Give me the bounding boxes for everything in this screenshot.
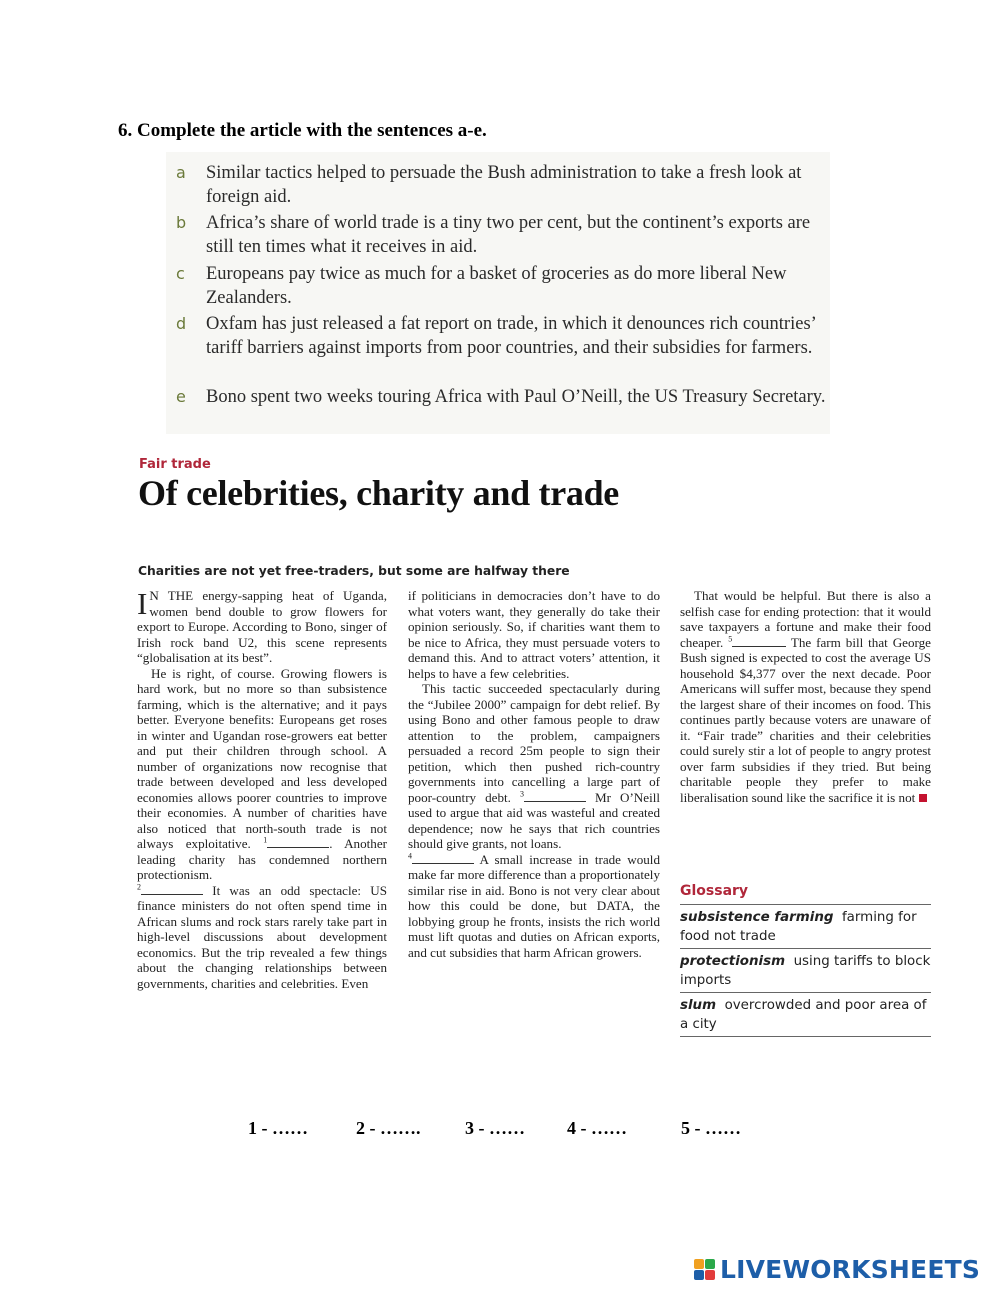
glossary-definition: overcrowded and poor area of a city [680,998,927,1032]
liveworksheets-logo-icon [694,1259,716,1281]
option-letter: a [176,163,186,182]
answer-slot-2[interactable]: 2 - ……. [356,1118,421,1138]
gap-blank-3[interactable] [524,792,586,802]
paragraph [408,852,660,961]
paragraph-text: He is right, of course. Growing flowers is hard work, but no more so than subsistence farming, which is the alternative; and it pays better. Everyone benefits: Europeans get roses in winter and Ugandan rose-growers eat better and put their children through school. A number of organizations now recognise that trade between developed and less developed economies allows poorer countries to improve their economies. A number of charities have also noticed that north-south trade is not always exploitative. [137,665,387,851]
glossary-term: slum [680,998,717,1013]
option-text: Similar tactics helped to persuade the Bush administration to take a fresh look at foreign aid. [206,163,802,207]
paragraph-text: Mr O’Neill used to argue that aid was wasteful and created dependence; now he says that rich countries should give grants, not loans. [408,789,660,851]
option-letter: c [176,264,185,283]
gap-number: 5 [728,634,733,644]
paragraph-text: if politicians in democracies don’t have to do what voters want, they generally do take their opinion seriously. So, if charities want them to be nice to Africa, they must persuade voters to demand this. And to attract voters’ attention, it helps to have a few celebrities. [408,588,660,681]
end-mark-icon [919,794,927,802]
gap-number: 4 [408,851,412,861]
answer-slot-3[interactable]: 3 - …… [465,1118,525,1138]
answer-slot-1[interactable]: 1 - …… [248,1118,308,1138]
logo-square [694,1270,704,1280]
option-text: Africa’s share of world trade is a tiny two per cent, but the continent’s exports are still ten times what it receives in aid. [206,213,811,257]
paragraph-text: A small increase in trade would make far more difference than a proportionately similar rise in aid. Bono is not very clear about how this could be done, but DATA, the lobbying group he fronts, insists the rich world must lift quotas and duties on African exports, and cut subsidies that harm African growers. [408,851,660,960]
answer-slot-5[interactable]: 5 - …… [681,1118,741,1138]
paragraph [408,681,660,852]
gap-number: 1 [263,835,268,845]
drop-cap: I [137,586,148,621]
option-text: Europeans pay twice as much for a basket of groceries as do more liberal New Zealanders. [206,264,787,308]
paragraph-text: This tactic succeeded spectacularly during the “Jubilee 2000” campaign for debt relief. By using Bono and other famous people to draw attention to the problem, campaigners persuaded a record 25m people to sign their petition, which then pushed rich-country governments into cancelling a large part of poor-country debt. [408,681,660,805]
liveworksheets-logo: LIVEWORKSHEETS [720,1255,981,1284]
option-text: Oxfam has just released a fat report on trade, in which it denounces rich countries’ tariff barriers against imports from poor countries, and their subsidies for farmers. [206,314,816,358]
glossary-definition: farming for food not trade [680,910,917,944]
option-letter: d [176,314,187,333]
gap-number: 2 [137,882,141,892]
task-heading: 6. Complete the article with the sentences a-e. [118,120,487,141]
logo-square [705,1259,715,1269]
glossary-item [680,904,931,948]
gap-blank-2[interactable] [141,885,203,895]
option-text: Bono spent two weeks touring Africa with Paul O’Neill, the US Treasury Secretary. [206,387,826,407]
option-letter: e [176,387,186,406]
logo-square [694,1259,704,1269]
glossary-item [680,948,931,992]
glossary [680,904,931,1037]
sentence-options [166,152,830,434]
paragraph-text: It was an odd spectacle: US finance ministers do not often spend time in African slums and rock stars rarely take part in high-level discussions about development economics. But the trip revealed a few things about the changing relationships between governments, charities and celebrities. Even [137,882,387,991]
option-letter: b [176,213,187,232]
paragraph [680,588,931,805]
article-column-1 [137,588,387,991]
paragraph-text: The farm bill that George Bush signed is expected to cost the average US household $4,377 over the next decade. Poor Americans will suffer most, because they spend the largest share of their incomes on food. This continues partly because voters are unaware of it. “Fair trade” charities and their celebrities could surely stir a lot of people to angry protest over farm subsidies if they tried. But being charitable people they prefer to make liberalisation sound like the sacrifice it is not [680,634,931,805]
article-column-3 [680,588,931,805]
glossary-term: protectionism [680,954,786,969]
paragraph [137,588,387,666]
gap-blank-5[interactable] [732,637,786,647]
paragraph-text: . Another leading charity has condemned northern protectionism. [137,836,388,882]
gap-number: 3 [519,789,524,799]
paragraph [137,883,387,992]
glossary-definition: using tariffs to block imports [680,954,931,988]
glossary-term: subsistence farming [680,910,834,925]
paragraph [408,588,660,681]
paragraph-text: N THE energy-sapping heat of Uganda, women bend double to grow flowers for export to Europe. According to Bono, singer of Irish rock band U2, this scene represents “globalisation at its best”. [137,588,387,665]
paragraph-text: That would be helpful. But there is also a selfish case for ending protection: that it would save taxpayers a fortune and make their food cheaper. [680,588,931,650]
article-subtitle: Charities are not yet free-traders, but some are halfway there [138,564,570,578]
article-title: Of celebrities, charity and trade [138,473,619,513]
gap-blank-4[interactable] [412,854,474,864]
section-tag: Fair trade [139,457,211,472]
article-column-2 [408,588,660,960]
answer-slot-4[interactable]: 4 - …… [567,1118,627,1138]
glossary-title: Glossary [680,883,749,899]
gap-blank-1[interactable] [267,838,329,848]
paragraph [137,666,387,883]
glossary-item [680,992,931,1037]
logo-square [705,1270,715,1280]
